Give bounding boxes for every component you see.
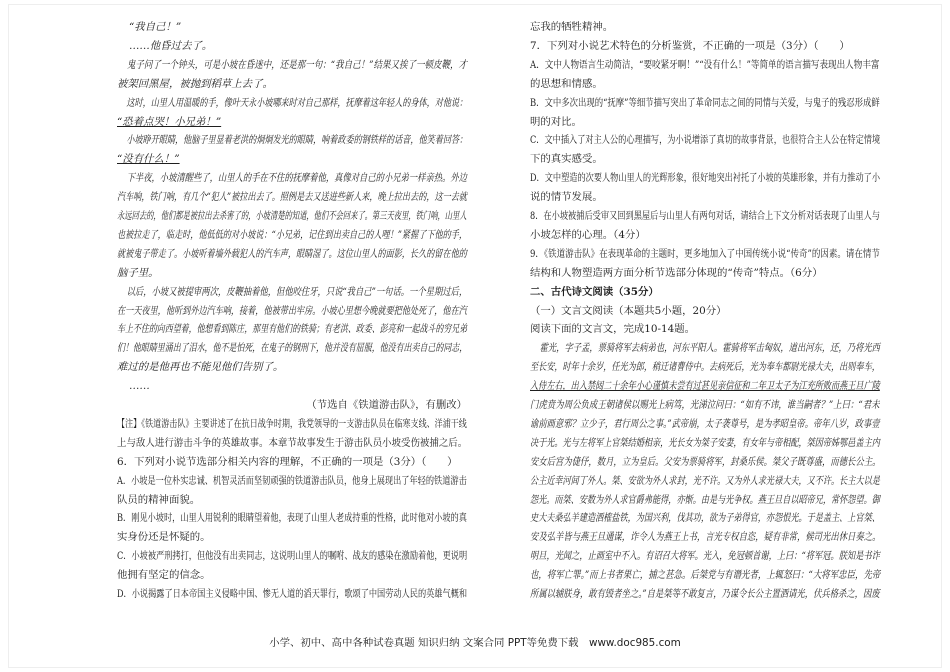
text-line: 霍光，字子孟，票骑将军去病弟也，河东平阳人。霍骑将军击匈奴，道出河东，还，乃将光西: [539, 342, 880, 355]
text-line: 他拥有坚定的信念。: [117, 569, 211, 582]
text-line: “恐着点哭！小兄弟！”: [117, 115, 222, 128]
text-line: 安女后宫为倢伃，数月，立为皇后。父安为票骑将军，封桑乐侯。桀父子既尊盛，而德长公主。: [530, 455, 881, 468]
text-line: 明旦，光闻之，止画室中不入。有诏召大将军。光入，免冠顿首谢，上曰：“将军冠。朕知是书诈: [530, 550, 880, 563]
text-line: 说的情节发展。: [530, 191, 603, 204]
text-line: 下半夜，小坡清醒些了，山里人的手在不住的抚摩着他，真像对自己的小兄弟一样亲热。外边: [126, 172, 467, 185]
text-line: A．小坡是一位朴实忠诚、机智灵活而坚韧顽强的铁道游击队员，他身上展现出了年轻的铁道游击: [117, 474, 467, 487]
text-line: （一）文言文阅读（本题共5小题，20分）: [530, 304, 727, 317]
text-line: 上与敌人进行游击斗争的英雄故事。本章节故事发生于游击队员小坡受伤被捕之后。: [117, 436, 468, 449]
text-line: B．刚见小坡时，山里人用锐利的眼睛望着他，表现了山里人老成持重的性格，此时他对小坡的真: [117, 512, 467, 525]
text-line: 二、古代诗文阅读（35分）: [530, 285, 659, 298]
text-line: 队员的精神面貌。: [117, 493, 201, 506]
text-line: 谕前画意邪？立少子，君行周公之事。”武帝崩，太子袭尊号，是为孝昭皇帝。帝年八岁，政事壹: [530, 417, 880, 430]
text-line: 结构和人物塑造两方面分析节选部分体现的“传奇”特点。（6分）: [530, 266, 823, 279]
text-line: 的思想和情感。: [530, 77, 603, 90]
text-line: 小坡怎样的心理。（4分）: [530, 228, 646, 241]
text-line: 也被拉走了，临走时，他低低的对小坡说：“小兄弟，记住到出卖自己的人哩！”紧握了下他的手，: [117, 228, 468, 241]
text-line: 以后，小坡又被提审两次，皮鞭抽着他，但他咬住牙，只说“我自己”一句话。一个星期过后，: [126, 285, 468, 298]
text-line: “没有什么！”: [117, 153, 180, 166]
text-line: 车上不住的向西望着，他想看到陈庄，那里有他们的铁骑；有老洪、政委、彭亮和一起战斗的穷兄弟: [117, 323, 468, 336]
text-line: 至长安，时年十余岁，任光为郎，稍迁诸曹侍中。去病死后，光为奉车都尉光禄大夫，出则奉车，: [530, 361, 880, 374]
text-line: 这时，山里人用温暖的手，像叶天永小坡哪来时对自己那样，抚摩着这年轻人的身体，对他说：: [126, 96, 468, 109]
text-line: D．小说揭露了日本帝国主义侵略中国、惨无人道的滔天罪行，歌颂了中国劳动人民的英雄气概和: [117, 588, 468, 600]
text-line: 门虎贲为周公负成王朝诸侯以赐光上病笃，光涕泣问曰：“如有不讳，谁当嗣者？”上曰：“君未: [530, 399, 880, 411]
text-line: 脑子里。: [117, 266, 159, 279]
text-line: 难过的是他再也不能见他们告别了。: [117, 361, 284, 374]
text-line: 6．下列对小说节选部分相关内容的理解，不正确的一项是（3分）（ ）: [117, 455, 458, 468]
text-line: 汽车响，铁门响，有几个“犯人”被拉出去了。照例是去又送进些新人来，晚上拉出去的，这一去就: [117, 191, 468, 204]
text-line: 忘我的牺牲精神。: [530, 21, 614, 33]
text-line: 阅读下面的文言文，完成10-14题。: [530, 323, 696, 336]
text-line: D．文中塑造的次要人物山里人的光辉形象，很好地突出衬托了小坡的英雄形象，并有力推动了小: [530, 172, 881, 185]
text-line: 下的真实感受。: [530, 153, 603, 166]
text-line: 史大夫桑弘羊建造酒榷盐铁，为国兴利，伐其功，欲为子弟得官，亦怨恨光。于是盖主、上官桀、: [530, 512, 880, 525]
text-line: 鬼子问了一个钟头，可是小坡在昏迷中，还是那一句：“我自己！”结果又挨了一顿皮鞭，才: [126, 58, 467, 71]
text-line: 安及弘羊皆与燕王旦通谋，诈令人为燕王上书，言光专权自恣，疑有非常，候司光出休日奏之。: [530, 531, 881, 544]
text-line: ……: [129, 380, 150, 393]
text-line: 7．下列对小说艺术特色的分析鉴赏，不正确的一项是（3分）（ ）: [530, 39, 850, 52]
text-line: 明的对比。: [530, 115, 582, 128]
text-line: 9．《铁道游击队》在表现革命的主题时，更多地加入了中国传统小说“传奇”的因素。请在情节: [530, 247, 880, 260]
text-line: 怨光。而桀、安数为外人求官爵弗能得，亦惭。由是与光争权。燕王旦自以昭帝兄，常怀怨望。御: [530, 493, 880, 506]
text-line: C．小坡被严刑拷打，但他没有出卖同志，这说明山里人的嘱咐、战友的感染在激励着他，更说明: [117, 550, 468, 563]
text-line: 也，将军亡罪。”而上书者果亡，捕之甚急。后桀党与有谮光者，上辄怒曰：“大将军忠臣，先帝: [530, 569, 881, 582]
text-line: 【注】《铁道游击队》主要讲述了在抗日战争时期，我党领导的一支游击队员在临寒支线、洋浦干线: [117, 417, 467, 430]
text-line: ……他昏过去了。: [129, 39, 213, 52]
text-line: 入侍左右，出入禁闼二十余年小心谨慎未尝有过甚见亲信征和二年卫太子为江充所败而燕王旦广陵: [530, 380, 880, 393]
text-line: 8．在小坡被捕后受审又回到黑屋后与山里人有两句对话，请结合上下文分析对话表现了山里人与: [530, 210, 880, 222]
footer-text: 小学、初中、高中各种试卷真题 知识归纳 文案合同 PPT等免费下载 www.doc985.com: [269, 637, 681, 649]
text-line: 永远回去的，他们都是被拉出去杀害了的，小坡清楚的知道，他们不会回来了。第三天夜里，铁门响，山里人: [117, 210, 467, 222]
text-line: 实身份还是怀疑的。: [117, 531, 211, 544]
text-line: 公主近幸河间丁外人。桀、安欲为外人求封，光不许。又为外人求光禄大夫，又不许。长主大以是: [530, 474, 880, 487]
text-line: 被架回黑屋，被抛到稻草上去了。: [117, 77, 273, 90]
text-line: A．文中人物语言生动简洁，“要咬紧牙啊！”“没有什么！”等简单的语言描写表现出人物丰富: [530, 58, 880, 71]
text-line: B．文中多次出现的“抚摩”等细节描写突出了革命同志之间的同情与关爱，与鬼子的残忍形成鲜: [530, 96, 880, 109]
text-line: 小坡睁开眼睛，他脑子里显着老洪的炯炯发光的眼睛，响着政委的钢铁样的话音，他笑着回答：: [126, 134, 468, 147]
text-line: 所属以辅朕身，敢有毁者坐之。”自是桀等不敢复言，乃谋令长公主置酒请光，伏兵格杀之，因废: [530, 588, 880, 600]
text-line: C．文中插入了对主人公的心理描写，为小说增添了真切的故事背景，也很符合主人公在特定情境: [530, 134, 881, 147]
text-line: 在一天夜里，他听到外边汽车响，接着，他被带出牢房。小坡心里想今晚就要把他处死了，他在汽: [117, 304, 467, 317]
text-line: （节选自《铁道游击队》，有删改）: [306, 399, 468, 411]
text-line: 们！他眼睛里涌出了泪水，他不是怕死，在鬼子的钢刑下，他并没有屈服，他没有出卖自己的同志，: [117, 342, 468, 355]
text-line: “我自己！”: [129, 21, 182, 33]
text-line: 决于光。光与左将军上官桀结婚相亲，光长女为桀子安妻，有女年与帝相配，桀因帝姊鄂邑盖主内: [530, 436, 880, 449]
text-line: 就被鬼子带走了。小坡听着墙外载犯人的汽车声，眼睛湿了。这位山里人的面影，长久的留在他的: [117, 247, 467, 260]
